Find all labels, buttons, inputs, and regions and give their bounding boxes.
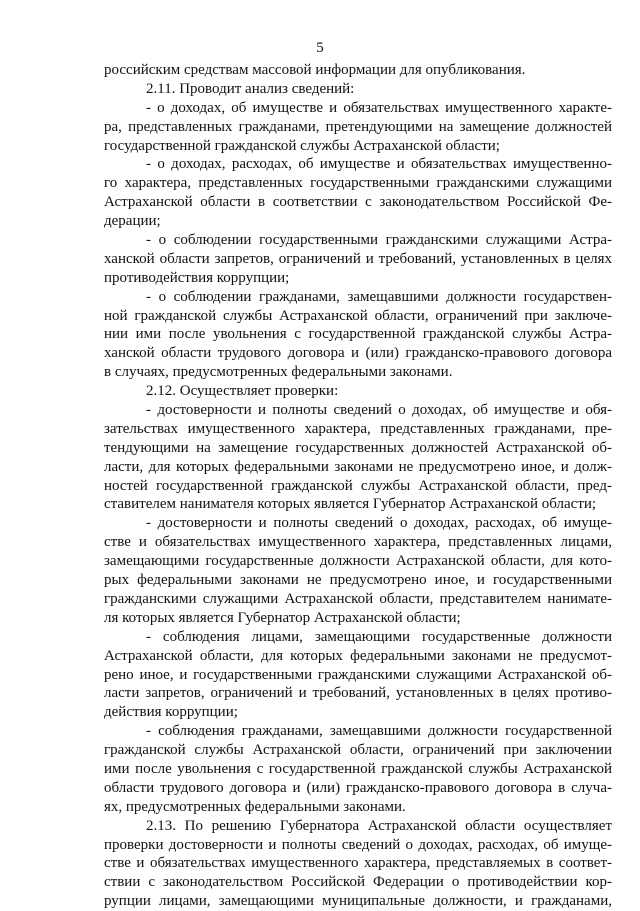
- text-line: ра, представленных гражданами, претендующими на замещение должностей: [104, 118, 612, 135]
- text-line: - о соблюдении гражданами, замещавшими должности государствен-: [146, 288, 612, 305]
- text-line: Астраханской области, для которых федеральными законами не предусмот-: [104, 647, 612, 664]
- text-line: 2.11. Проводит анализ сведений:: [146, 80, 355, 97]
- text-line: стве и обязательствах имущественного характера, представленных лицами,: [104, 534, 612, 551]
- text-line: ях, предусмотренных федеральными законами.: [104, 798, 406, 815]
- text-line: ханской области трудового договора и (или) гражданско-правового договора: [104, 345, 612, 362]
- text-line: гражданскими служащими Астраханской области, представителем нанимате-: [104, 590, 612, 607]
- text-line: замещающими государственные должности Астраханской области, для кото-: [104, 553, 612, 570]
- text-line: рено иное, и государственными гражданскими служащими Астраханской об-: [104, 666, 612, 683]
- text-line: ласти запретов, ограничений и требований, установленных в целях противо-: [104, 685, 612, 702]
- text-line: - о доходах, об имуществе и обязательствах имущественного характе-: [146, 99, 612, 116]
- text-line: ля которых является Губернатор Астраханской области;: [104, 609, 461, 626]
- text-line: ими после увольнения с государственной гражданской службы Астраханской: [104, 760, 612, 777]
- text-line: - достоверности и полноты сведений о доходах, расходах, об имуще-: [146, 515, 612, 532]
- text-line: зательствах имущественного характера, представленных гражданами, пре-: [104, 420, 612, 437]
- text-line: ствии с законодательством Российской Федерации о противодействии кор-: [104, 874, 612, 891]
- text-line: российским средствам массовой информации для опубликования.: [104, 62, 526, 78]
- text-line: тендующими на замещение государственных должностей Астраханской об-: [104, 439, 612, 456]
- text-line: в случаях, предусмотренных федеральными законами.: [104, 364, 453, 381]
- text-line: противодействия коррупции;: [104, 269, 290, 286]
- text-line: рупции лицами, замещающими муниципальные должности, и гражданами,: [104, 893, 612, 910]
- text-line: действия коррупции;: [104, 704, 238, 721]
- text-line: ной гражданской службы Астраханской области, ограничений при заключе-: [104, 307, 612, 324]
- text-line: - соблюдения лицами, замещающими государственные должности: [146, 628, 612, 645]
- text-line: стве и обязательствах имущественного характера, представляемых в соответ-: [104, 855, 612, 872]
- text-line: нии ими после увольнения с государственной гражданской службы Астра-: [104, 326, 612, 343]
- text-line: - о доходах, расходах, об имуществе и обязательствах имущественно-: [146, 156, 612, 173]
- document-body: [104, 61, 612, 911]
- text-line: ностей государственной гражданской службы Астраханской области, пред-: [104, 477, 612, 494]
- text-line: го характера, представленных государственными гражданскими служащими: [104, 175, 612, 192]
- text-line: ласти, для которых федеральными законами не предусмотрено иное, и долж-: [104, 458, 612, 475]
- text-line: Астраханской области в соответствии с законодательством Российской Фе-: [104, 194, 612, 211]
- text-line: - соблюдения гражданами, замещавшими должности государственной: [146, 723, 612, 740]
- text-line: проверки достоверности и полноты сведений о доходах, расходах, об имуще-: [104, 836, 612, 853]
- text-line: ханской области запретов, ограничений и требований, установленных в целях: [104, 250, 612, 267]
- text-line: государственной гражданской службы Астраханской области;: [104, 137, 500, 154]
- text-line: области трудового договора и (или) гражданско-правового договора в случа-: [104, 779, 612, 796]
- text-line: рых федеральными законами не предусмотрено иное, и государственными: [104, 572, 612, 589]
- text-line: - о соблюдении государственными гражданскими служащими Астра-: [146, 232, 612, 249]
- text-line: дерации;: [104, 213, 161, 230]
- page-number: 5: [316, 40, 324, 56]
- text-line: 2.13. По решению Губернатора Астраханской области осуществляет: [146, 817, 612, 834]
- text-line: гражданской службы Астраханской области, ограничений при заключении: [104, 742, 612, 759]
- text-line: - достоверности и полноты сведений о доходах, об имуществе и обя-: [146, 402, 612, 419]
- text-line: 2.12. Осуществляет проверки:: [146, 383, 339, 400]
- text-line: ставителем нанимателя которых является Губернатор Астраханской области;: [104, 496, 597, 513]
